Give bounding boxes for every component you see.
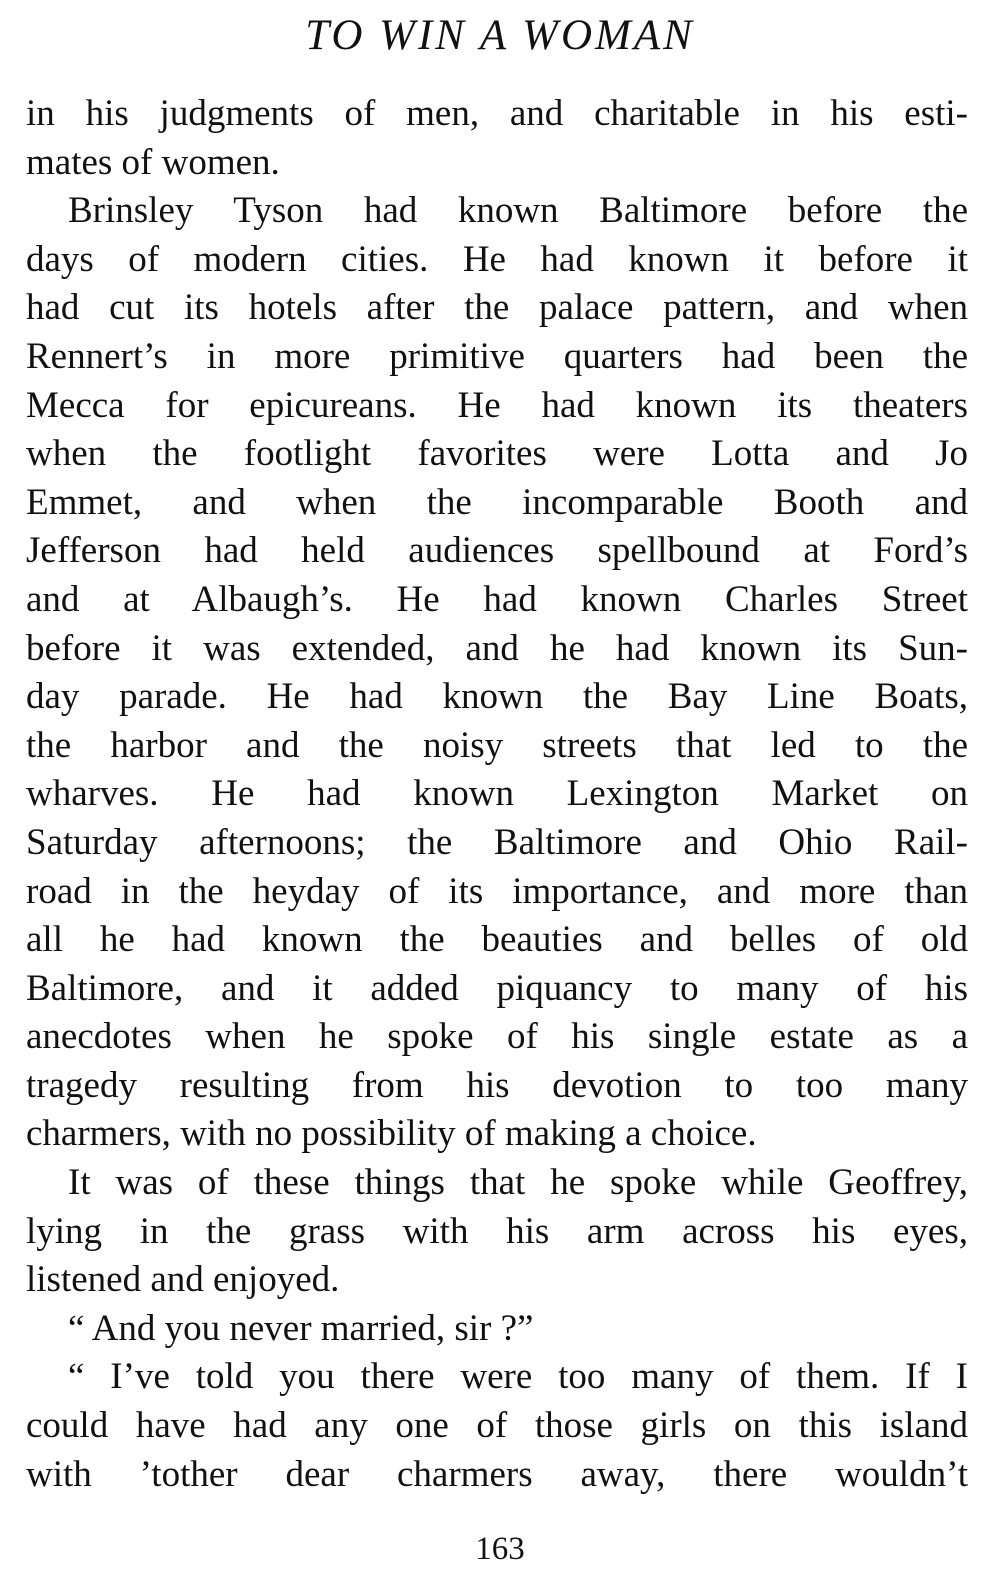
text-line: the harbor and the noisy streets that led to the	[26, 724, 968, 766]
text-line: road in the heyday of its importance, and more than	[26, 870, 968, 912]
text-line: Jefferson had held audiences spellbound at Ford’s	[26, 530, 968, 572]
text-line: listened and enjoyed.	[26, 1259, 340, 1301]
page-number: 163	[475, 1531, 525, 1567]
text-line: in his judgments of men, and charitable in his esti-	[26, 93, 968, 134]
text-line: Baltimore, and it added piquancy to many of his	[26, 967, 968, 1009]
text-line: “ I’ve told you there were too many of them. If I	[68, 1356, 968, 1398]
text-line: could have had any one of those girls on this island	[26, 1405, 968, 1447]
text-line: had cut its hotels after the palace pattern, and when	[26, 287, 968, 329]
text-line: Mecca for epicureans. He had known its theaters	[26, 384, 968, 426]
running-head: TO WIN A WOMAN	[305, 12, 695, 59]
text-line: Rennert’s in more primitive quarters had been the	[26, 335, 968, 377]
text-line: mates of women.	[26, 141, 280, 183]
text-line: Saturday afternoons; the Baltimore and Ohio Rail-	[26, 821, 968, 863]
text-line: tragedy resulting from his devotion to too many	[26, 1064, 968, 1106]
text-line: Emmet, and when the incomparable Booth and	[26, 481, 968, 523]
text-line: lying in the grass with his arm across his eyes,	[26, 1210, 968, 1252]
text-line: day parade. He had known the Bay Line Boats,	[26, 676, 968, 718]
text-line: and at Albaugh’s. He had known Charles Street	[26, 578, 968, 620]
text-line: with ’tother dear charmers away, there wouldn’t	[26, 1453, 968, 1495]
text-line: days of modern cities. He had known it before it	[26, 238, 968, 280]
text-line: wharves. He had known Lexington Market on	[26, 773, 968, 815]
text-line: It was of these things that he spoke while Geoffrey,	[68, 1162, 968, 1204]
text-line: Brinsley Tyson had known Baltimore before the	[68, 190, 968, 232]
text-line: charmers, with no possibility of making a choice.	[26, 1113, 757, 1155]
text-line: “ And you never married, sir ?”	[68, 1307, 534, 1349]
text-line: anecdotes when he spoke of his single estate as a	[26, 1016, 968, 1058]
text-line: all he had known the beauties and belles of old	[26, 919, 968, 961]
body-text	[26, 90, 968, 1499]
text-line: when the footlight favorites were Lotta and Jo	[26, 433, 968, 475]
text-line: before it was extended, and he had known its Sun-	[26, 627, 968, 669]
